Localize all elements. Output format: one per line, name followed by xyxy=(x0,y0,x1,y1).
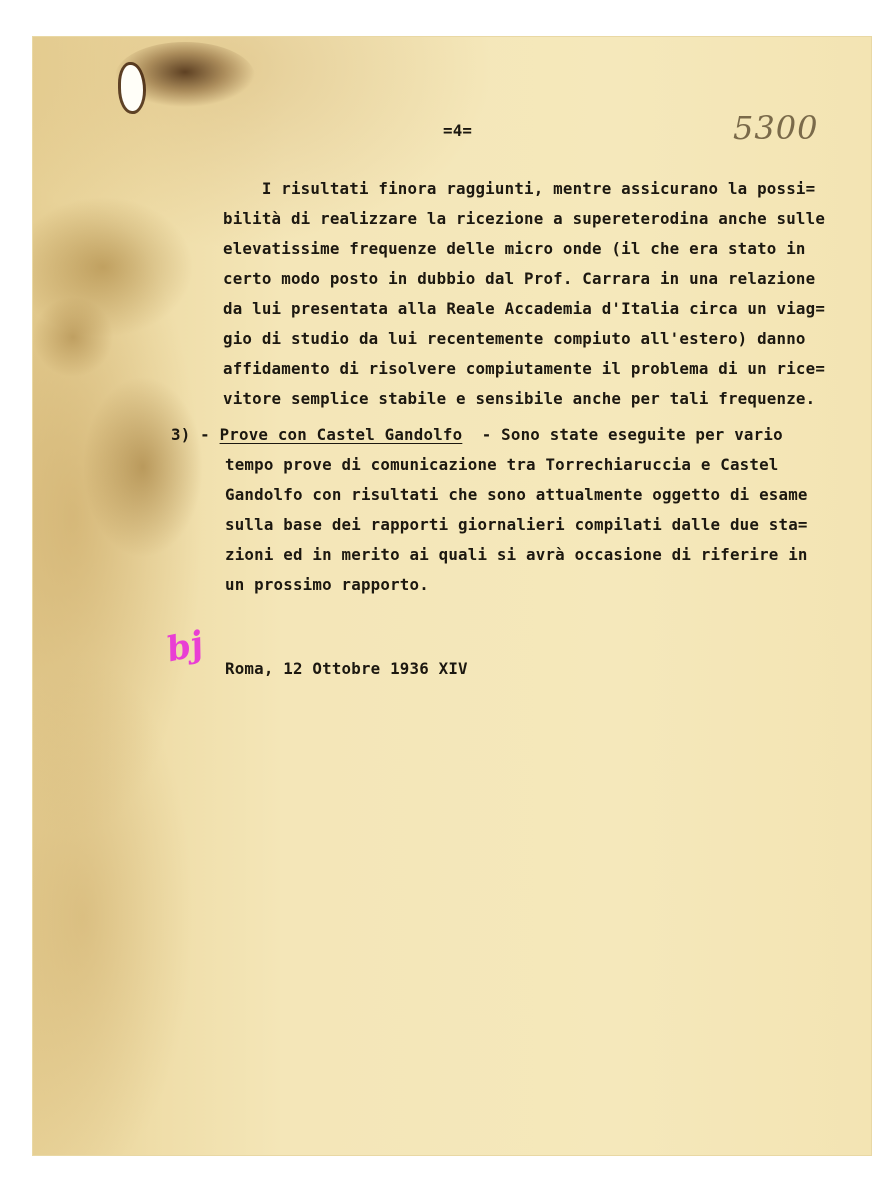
paragraph-line: affidamento di risolvere compiutamente il problema di un rice= xyxy=(223,359,826,378)
paragraph-line: gio di studio da lui recentemente compiuto all'estero) danno xyxy=(223,329,806,348)
item-line: tempo prove di comunicazione tra Torrechiaruccia e Castel xyxy=(225,455,779,474)
paragraph-line: certo modo posto in dubbio dal Prof. Carrara in una relazione xyxy=(223,269,816,288)
item-3-first-line xyxy=(171,425,783,444)
paragraph-line: I risultati finora raggiunti, mentre assicurano la possi= xyxy=(223,179,816,198)
item-line: zioni ed in merito ai quali si avrà occasione di riferire in xyxy=(225,545,808,564)
item-line: un prossimo rapporto. xyxy=(225,575,429,594)
handwritten-number: 5300 xyxy=(733,109,819,147)
item-number: 3) - xyxy=(171,425,220,444)
item-line: sulla base dei rapporti giornalieri compilati dalle due sta= xyxy=(225,515,808,534)
item-first-line-rest: - Sono state eseguite per vario xyxy=(462,425,783,444)
item-title: Prove con Castel Gandolfo xyxy=(219,425,463,444)
document-page xyxy=(33,37,871,1155)
paragraph-line: da lui presentata alla Reale Accademia d'Italia circa un viag= xyxy=(223,299,826,318)
pink-initials: bj xyxy=(163,623,207,671)
item-line: Gandolfo con risultati che sono attualmente oggetto di esame xyxy=(225,485,808,504)
paragraph-line: vitore semplice stabile e sensibile anche per tali frequenze. xyxy=(223,389,816,408)
page-number: =4= xyxy=(443,121,473,140)
paragraph-line: bilità di realizzare la ricezione a supereterodina anche sulle xyxy=(223,209,826,228)
date-line: Roma, 12 Ottobre 1936 XIV xyxy=(225,659,468,678)
paragraph-line: elevatissime frequenze delle micro onde (il che era stato in xyxy=(223,239,806,258)
